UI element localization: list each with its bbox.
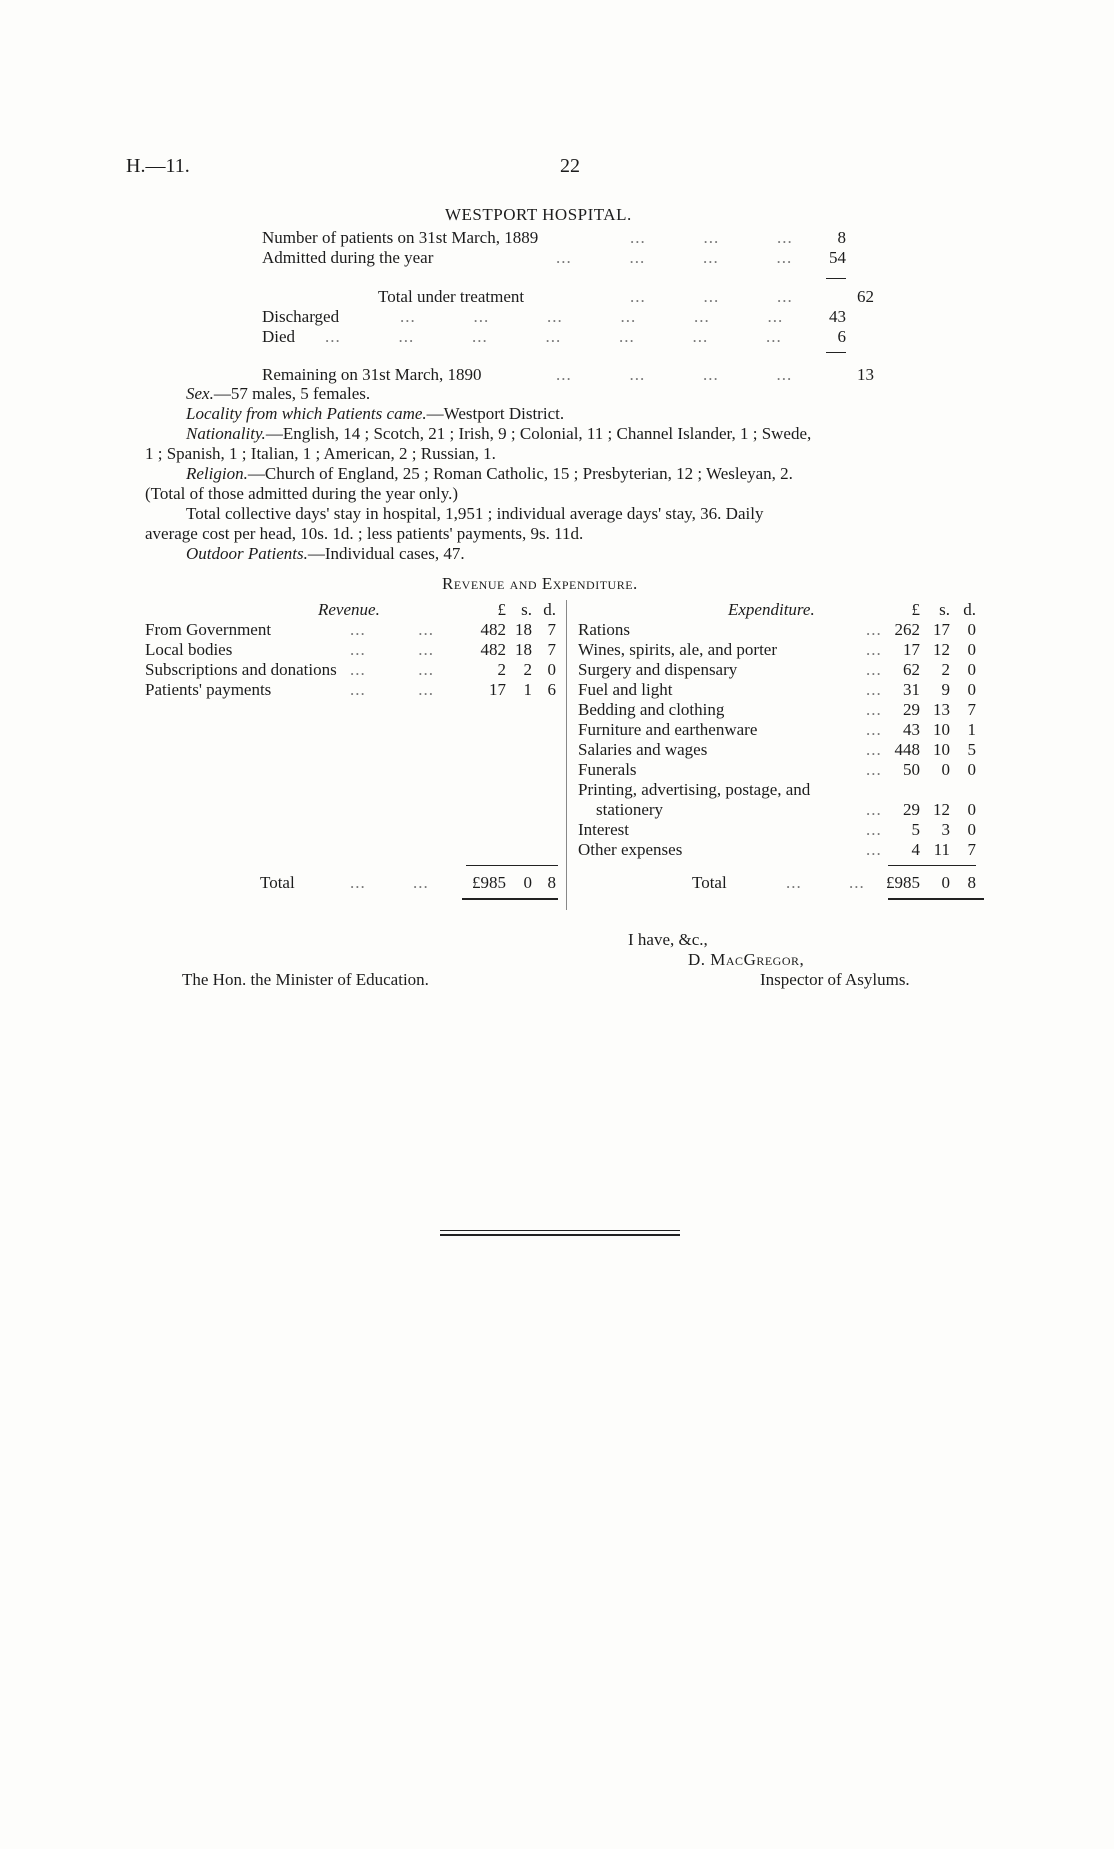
leader-dots: ... ... ... ... ... ... (400, 307, 784, 326)
expenditure-row-label: stationery (596, 800, 664, 819)
expenditure-row-pence: 1 (967, 720, 976, 739)
sum-rule (466, 865, 558, 866)
revenue-row-shillings: 18 (515, 620, 532, 639)
revenue-row-label: Local bodies (145, 640, 233, 659)
expenditure-row-shillings: 10 (933, 720, 950, 739)
col-pence: d. (543, 600, 556, 619)
died-label: Died (262, 327, 296, 346)
leader-dots: ... (866, 740, 882, 759)
expenditure-row-pence: 7 (967, 700, 976, 719)
expenditure-row-label: Other expenses (578, 840, 683, 859)
expenditure-total-pence: 8 (967, 873, 976, 892)
revenue-row-pounds: 482 (480, 640, 506, 659)
signatory-title: Inspector of Asylums. (760, 970, 910, 989)
expenditure-row-label: Bedding and clothing (578, 700, 725, 719)
leader-dots: ... ... (350, 680, 434, 699)
expenditure-row-label: Rations (578, 620, 630, 639)
leader-dots: ... ... (350, 660, 434, 679)
revenue-row-pounds: 482 (480, 620, 506, 639)
expenditure-row-label: Interest (578, 820, 629, 839)
revenue-total-pence: 8 (547, 873, 556, 892)
addressee: The Hon. the Minister of Education. (182, 970, 429, 989)
nationality-label: Nationality. (186, 424, 266, 443)
leader-dots: ... (866, 620, 882, 639)
leader-dots: ... ... (350, 873, 429, 892)
end-rule (440, 1230, 680, 1231)
expenditure-row-pounds: 43 (903, 720, 920, 739)
leader-dots: ... ... ... ... (556, 248, 793, 267)
col-shillings: s. (939, 600, 950, 619)
sex-label: Sex. (186, 384, 214, 403)
expenditure-heading: Expenditure. (728, 600, 815, 619)
expenditure-row-pounds: 29 (903, 700, 920, 719)
finance-heading: Revenue and Expenditure. (442, 574, 638, 593)
expenditure-row-pence: 7 (967, 840, 976, 859)
col-shillings: s. (521, 600, 532, 619)
locality-line (186, 404, 564, 424)
expenditure-row-pence: 0 (967, 620, 976, 639)
leader-dots: ... (866, 720, 882, 739)
revenue-row-pence: 0 (547, 660, 556, 679)
revenue-row-pounds: 17 (489, 680, 506, 699)
expenditure-row-shillings: 12 (933, 800, 950, 819)
col-pence: d. (963, 600, 976, 619)
census-row-value: 54 (829, 248, 846, 267)
revenue-row-shillings: 2 (523, 660, 532, 679)
expenditure-row-pence: 0 (967, 640, 976, 659)
expenditure-row-pounds: 17 (903, 640, 920, 659)
remaining-value: 13 (857, 365, 874, 384)
outdoor-text: —Individual cases, 47. (307, 544, 465, 563)
expenditure-row-pence: 0 (967, 800, 976, 819)
expenditure-row-pence: 5 (967, 740, 976, 759)
closing-greeting: I have, &c., (628, 930, 708, 949)
col-pounds: £ (497, 600, 506, 619)
expenditure-row-shillings: 13 (933, 700, 950, 719)
stay-line: Total collective days' stay in hospital, 1,951 ; individual average days' stay, 36. Daily (186, 504, 764, 523)
revenue-row-label: From Government (145, 620, 272, 639)
religion-label: Religion. (186, 464, 248, 483)
revenue-row-pence: 7 (547, 620, 556, 639)
col-pounds: £ (911, 600, 920, 619)
expenditure-row-shillings: 11 (933, 840, 950, 859)
revenue-row-pence: 7 (547, 640, 556, 659)
double-rule (462, 898, 558, 900)
expenditure-total-shillings: 0 (941, 873, 950, 892)
leader-dots: ... (866, 680, 882, 699)
expenditure-row-label: Salaries and wages (578, 740, 708, 759)
expenditure-row-pounds: 4 (911, 840, 920, 859)
expenditure-row-pounds: 62 (903, 660, 920, 679)
revenue-row-label: Subscriptions and donations (145, 660, 337, 679)
religion-line-2: (Total of those admitted during the year only.) (145, 484, 459, 503)
revenue-heading: Revenue. (318, 600, 380, 619)
outdoor-label: Outdoor Patients. (186, 544, 308, 563)
expenditure-row-label: Furniture and earthenware (578, 720, 758, 739)
revenue-row-pounds: 2 (497, 660, 506, 679)
double-rule (888, 898, 984, 900)
expenditure-total-pounds: £985 (886, 873, 920, 892)
revenue-total-label: Total (260, 873, 295, 892)
leader-dots: ... (866, 840, 882, 859)
leader-dots: ... (866, 660, 882, 679)
revenue-row-shillings: 18 (515, 640, 532, 659)
expenditure-row-pounds: 29 (903, 800, 920, 819)
remaining-label: Remaining on 31st March, 1890 (262, 365, 482, 384)
expenditure-row-pence: 0 (967, 760, 976, 779)
total-under-treatment-label: Total under treatment (378, 287, 525, 306)
expenditure-row-label: Printing, advertising, postage, and (578, 780, 811, 799)
expenditure-row-pounds: 5 (911, 820, 920, 839)
revenue-total-shillings: 0 (523, 873, 532, 892)
column-divider (566, 600, 567, 910)
leader-dots: ... (866, 640, 882, 659)
expenditure-row-shillings: 17 (933, 620, 950, 639)
page-title: WESTPORT HOSPITAL. (445, 205, 632, 224)
expenditure-row-pounds: 448 (894, 740, 920, 759)
nationality-text: —English, 14 ; Scotch, 21 ; Irish, 9 ; Colonial, 11 ; Channel Islander, 1 ; Swede, (265, 424, 812, 443)
expenditure-row-pence: 0 (967, 660, 976, 679)
expenditure-row-shillings: 12 (933, 640, 950, 659)
locality-text: —Westport District. (426, 404, 565, 423)
end-rule (440, 1234, 680, 1236)
leader-dots: ... ... (350, 620, 434, 639)
sex-line (186, 384, 370, 404)
expenditure-row-shillings: 9 (941, 680, 950, 699)
expenditure-row-label: Wines, spirits, ale, and porter (578, 640, 778, 659)
sum-rule (826, 278, 846, 279)
expenditure-total-label: Total (692, 873, 727, 892)
expenditure-row-shillings: 10 (933, 740, 950, 759)
leader-dots: ... ... (786, 873, 865, 892)
leader-dots: ... ... (350, 640, 434, 659)
locality-label: Locality from which Patients came. (186, 404, 427, 423)
expenditure-row-shillings: 2 (941, 660, 950, 679)
leader-dots: ... ... ... (630, 228, 793, 247)
census-row-label: Number of patients on 31st March, 1889 (262, 228, 539, 247)
outdoor-line (186, 544, 465, 564)
expenditure-row-pounds: 262 (894, 620, 920, 639)
expenditure-row-label: Surgery and dispensary (578, 660, 738, 679)
expenditure-row-shillings: 3 (941, 820, 950, 839)
discharged-label: Discharged (262, 307, 340, 326)
revenue-row-shillings: 1 (523, 680, 532, 699)
leader-dots: ... ... ... ... (556, 365, 793, 384)
page-number: 22 (560, 155, 580, 177)
discharged-value: 43 (829, 307, 846, 326)
died-value: 6 (837, 327, 846, 346)
revenue-row-label: Patients' payments (145, 680, 272, 699)
document-reference: H.—11. (126, 155, 190, 177)
expenditure-row-label: Fuel and light (578, 680, 673, 699)
leader-dots: ... (866, 760, 882, 779)
leader-dots: ... ... ... (630, 287, 793, 306)
expenditure-row-pounds: 50 (903, 760, 920, 779)
census-row-value: 8 (837, 228, 846, 247)
leader-dots: ... ... ... ... ... ... ... (325, 327, 782, 346)
expenditure-row-shillings: 0 (941, 760, 950, 779)
nationality-line-2: 1 ; Spanish, 1 ; Italian, 1 ; American, 2 ; Russian, 1. (145, 444, 496, 463)
expenditure-row-pounds: 31 (903, 680, 920, 699)
total-under-treatment-value: 62 (857, 287, 874, 306)
leader-dots: ... (866, 820, 882, 839)
nationality-line (186, 424, 811, 444)
revenue-row-pence: 6 (547, 680, 556, 699)
leader-dots: ... (866, 700, 882, 719)
sum-rule (888, 865, 976, 866)
signatory-name: D. MacGregor, (688, 950, 805, 969)
revenue-total-pounds: £985 (472, 873, 506, 892)
sex-text: —57 males, 5 females. (213, 384, 371, 403)
leader-dots: ... (866, 800, 882, 819)
religion-line (186, 464, 793, 484)
religion-text: —Church of England, 25 ; Roman Catholic, 15 ; Presbyterian, 12 ; Wesleyan, 2. (247, 464, 793, 483)
stay-line-2: average cost per head, 10s. 1d. ; less patients' payments, 9s. 11d. (145, 524, 584, 543)
sum-rule (826, 352, 846, 353)
expenditure-row-pence: 0 (967, 820, 976, 839)
expenditure-row-label: Funerals (578, 760, 637, 779)
expenditure-row-pence: 0 (967, 680, 976, 699)
census-row-label: Admitted during the year (262, 248, 434, 267)
